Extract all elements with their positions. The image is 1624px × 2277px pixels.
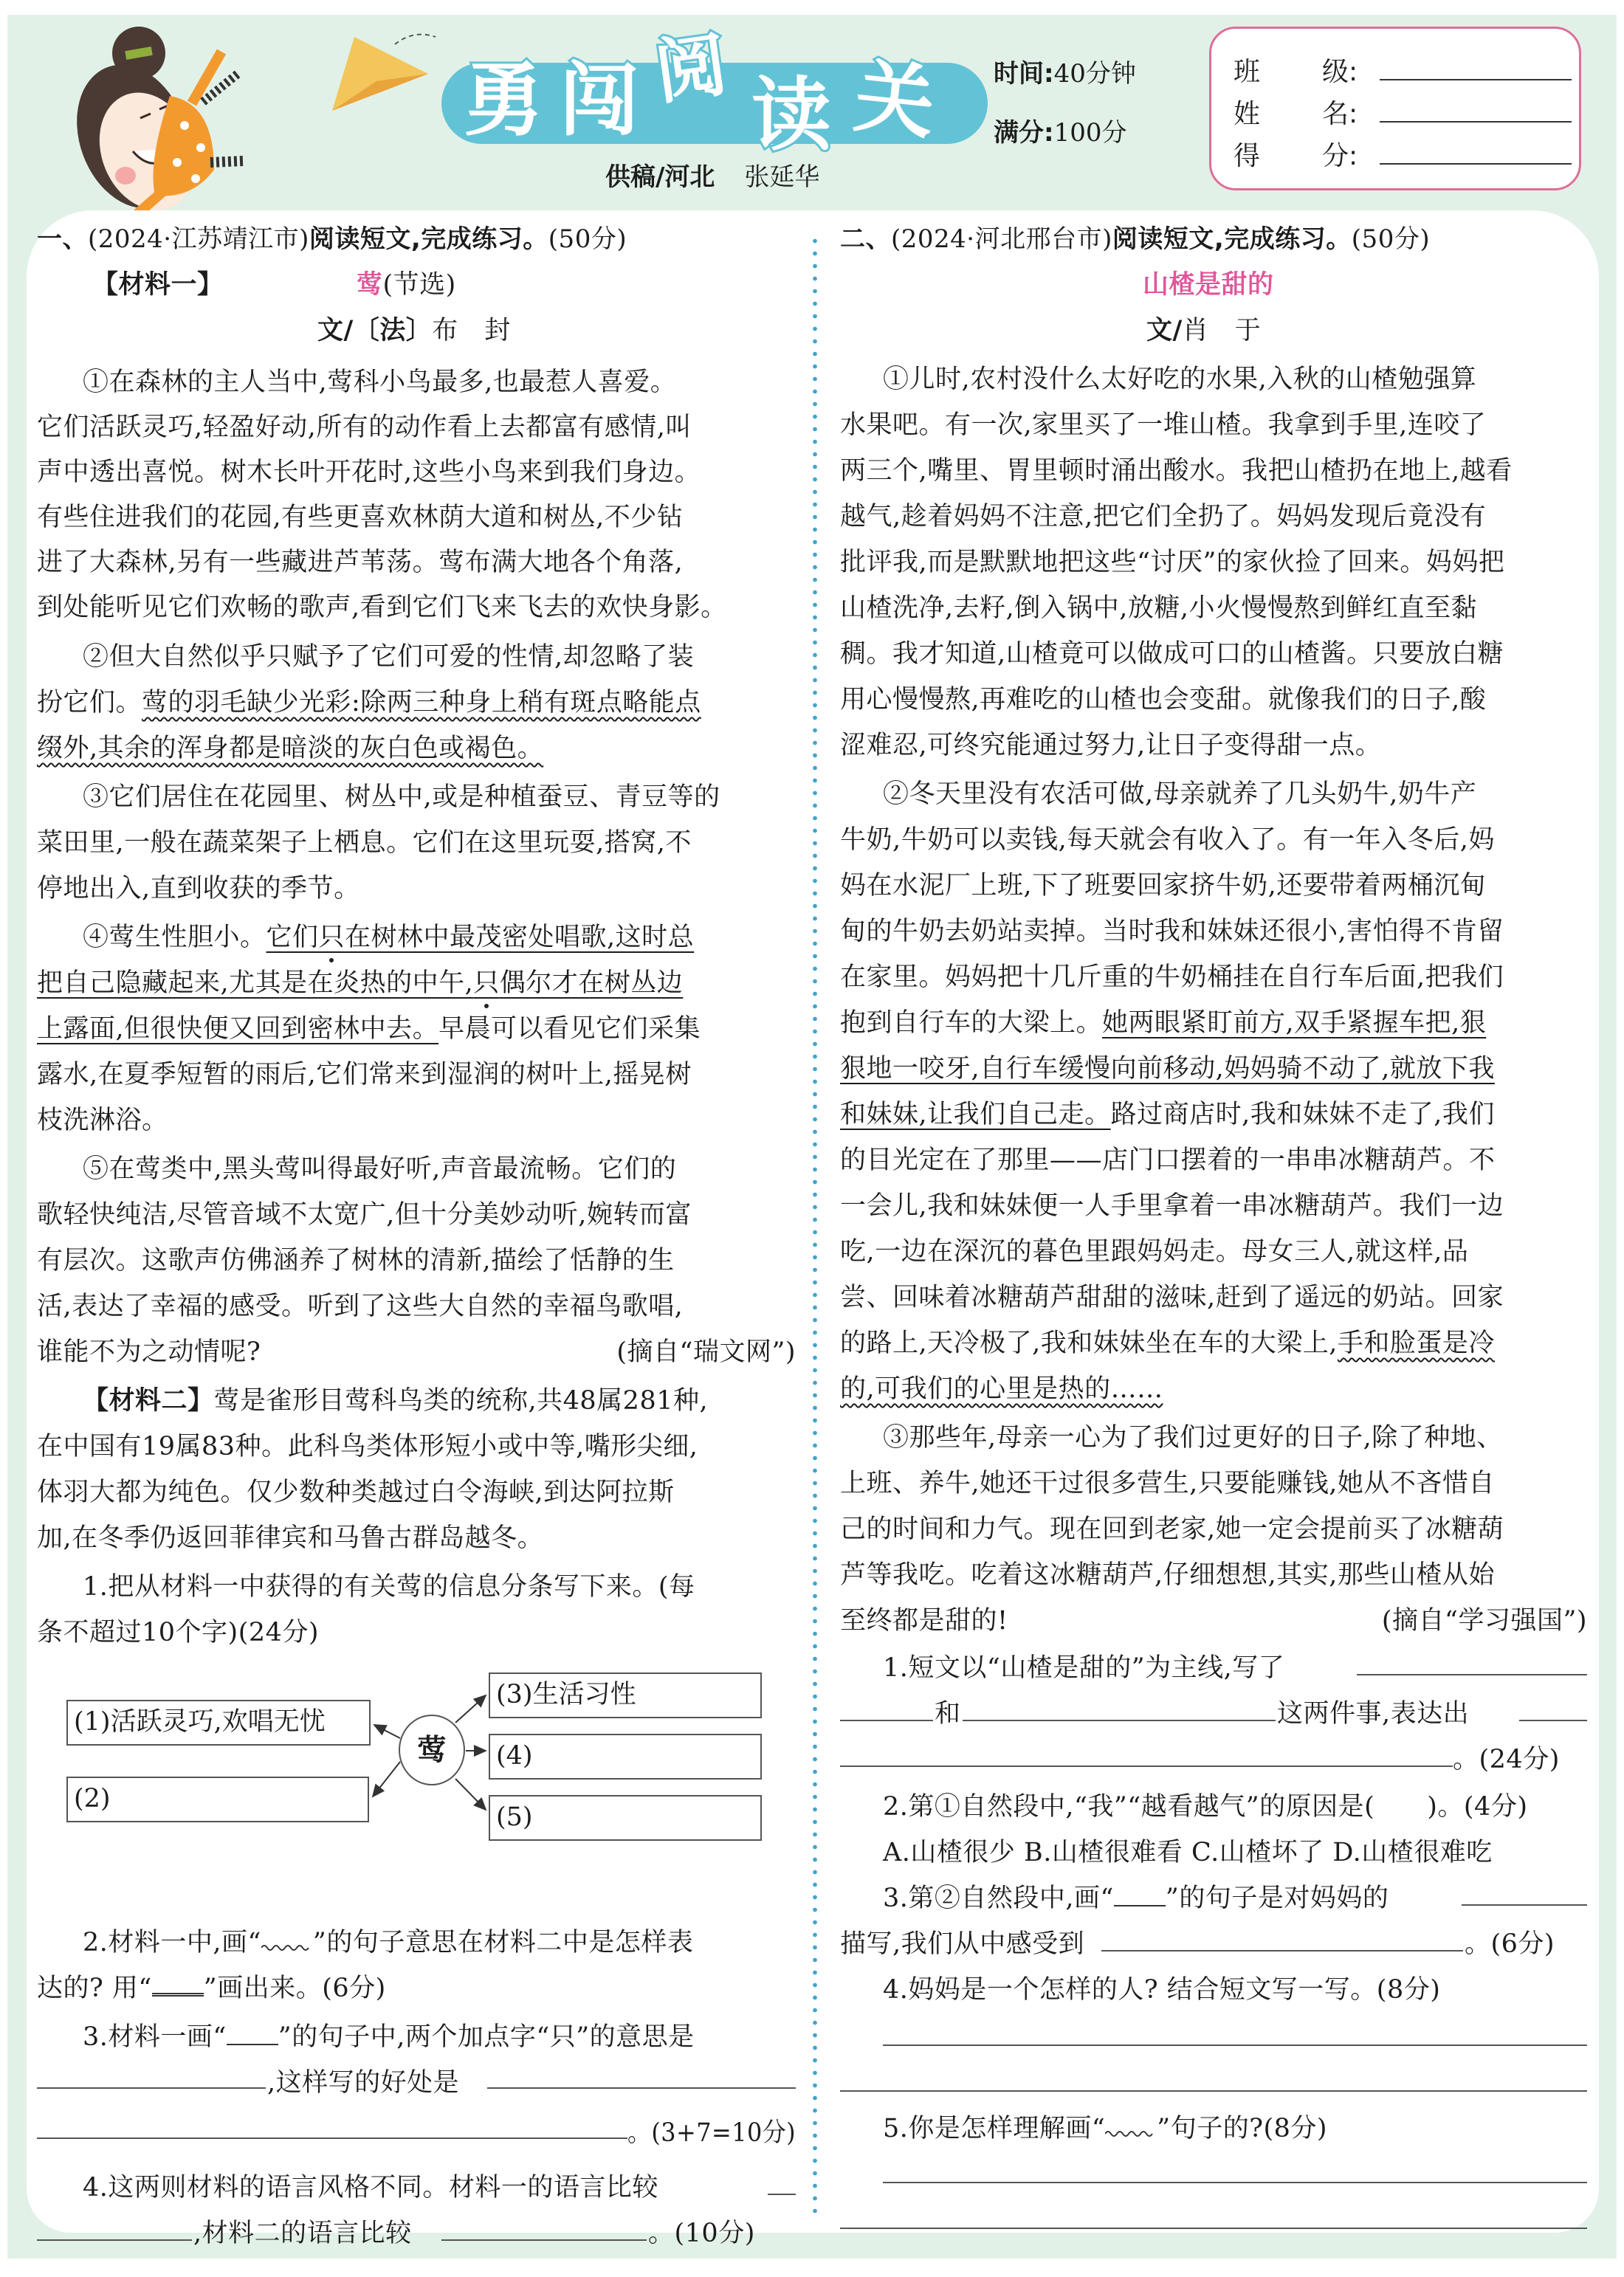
- text-line: 批评我,而是默默地把这些“讨厌”的家伙捡了回来。妈妈把: [840, 548, 1505, 577]
- question-3: [83, 2014, 695, 2061]
- text-line: 歌轻快纯洁,尽管音域不太宽广,但十分美妙动听,婉转而富: [37, 1200, 692, 1230]
- time-limit: [994, 53, 1136, 89]
- text-line: [37, 725, 543, 772]
- question-3-score: 。(6分): [1465, 1929, 1555, 1959]
- heading-prefix: 二、: [840, 224, 891, 254]
- text-line: [37, 679, 701, 726]
- text-span: 3.材料一画“: [83, 2022, 227, 2052]
- text-span: 达的? 用“: [37, 1974, 152, 2003]
- text-line: ②冬天里没有农活可做,母亲就养了几头奶牛,奶牛产: [883, 779, 1477, 809]
- answer-blank[interactable]: [37, 2138, 627, 2139]
- answer-blank[interactable]: [1462, 1904, 1587, 1906]
- answer-blank[interactable]: [768, 2194, 796, 2195]
- answer-blank[interactable]: [1357, 1674, 1587, 1675]
- wavy-underlined-sentence: 手和脸蛋是冷: [1337, 1329, 1495, 1358]
- material-one-label: 【材料一】: [92, 270, 224, 300]
- title-char: 阅: [650, 22, 732, 115]
- question-4-score: 。(10分): [648, 2219, 755, 2248]
- material-label: [92, 261, 224, 309]
- text-line: 妈在水泥厂上班,下了班要回家挤牛奶,还要带着两桶沉甸: [840, 871, 1487, 900]
- text-line: 涩难忍,可终究能通过努力,让日子变得甜一点。: [840, 731, 1382, 760]
- text-span: 路过商店时,我和妹妹不走了,我们: [1110, 1100, 1495, 1129]
- text-line: ①儿时,农村没什么太好吃的水果,入秋的山楂勉强算: [883, 365, 1477, 394]
- text-line: 越气,趁着妈妈不注意,把它们全扔了。妈妈发现后竟没有: [840, 502, 1487, 531]
- page-title-banner: [441, 22, 988, 162]
- text-line: 进了大森林,另有一些藏进芦苇荡。莺布满大地各个角落,: [37, 548, 684, 577]
- title-char: 闯: [560, 55, 640, 147]
- answer-blank[interactable]: [840, 2228, 1587, 2229]
- wavy-underlined-sentence: 莺的羽毛缺少光彩:除两三种身上稍有斑点略能点: [142, 688, 701, 717]
- article-title: [357, 261, 456, 309]
- text-line: 有层次。这歌声仿佛涵养了树林的清新,描绘了恬静的生: [37, 1246, 675, 1275]
- text-line: 谁能不为之动情呢?: [37, 1337, 261, 1367]
- dotted-char: 只: [473, 968, 500, 998]
- dotted-char: 只: [318, 923, 345, 952]
- score-value: 100分: [1053, 118, 1127, 148]
- map-box-5[interactable]: (5): [489, 1795, 762, 1841]
- text-span: 2.材料一中,画“: [83, 1928, 261, 1957]
- heading-prefix: 一、: [37, 224, 88, 254]
- arrow: [455, 1779, 486, 1810]
- text-line: 山楂洗净,去籽,倒入锅中,放糖,小火慢慢熬到鲜红直至黏: [840, 593, 1478, 623]
- title-char: 勇: [464, 55, 544, 147]
- text-line: 尝、回味着冰糖葫芦甜甜的滋味,赶到了遥远的奶站。回家: [840, 1283, 1504, 1312]
- option-d[interactable]: D.山楂很难吃: [1332, 1838, 1493, 1867]
- text-line: 在家里。妈妈把十几斤重的牛奶桶挂在自行车后面,把我们: [840, 962, 1504, 992]
- arrow: [374, 1725, 400, 1738]
- field-label: 级:: [1322, 57, 1358, 87]
- answer-blank[interactable]: [37, 2239, 192, 2241]
- text-line: [37, 1005, 701, 1053]
- article-author: [317, 307, 511, 354]
- arrow: [373, 1762, 400, 1797]
- question-2-options: [883, 1829, 1493, 1876]
- text-line: 芦等我吃。吃着这冰糖葫芦,仔细想想,其实,那些山楂从始: [840, 1560, 1495, 1590]
- question-4-cont: ,材料二的语言比较: [193, 2219, 412, 2248]
- text-line: 用心慢慢熬,再难吃的山楂也会变甜。就像我们的日子,酸: [840, 685, 1487, 714]
- column-divider: [813, 235, 817, 2220]
- option-a[interactable]: A.山楂很少: [883, 1838, 1016, 1867]
- text-span: ”句子的?(8分): [1157, 2114, 1328, 2143]
- underline-mark-icon: [1114, 1884, 1166, 1906]
- text-line: 水果吧。有一次,家里买了一堆山楂。我拿到手里,连咬了: [840, 410, 1487, 440]
- text-line: 声中透出喜悦。树木长叶开花时,这些小鸟来到我们身边。: [37, 458, 701, 487]
- answer-blank[interactable]: [963, 1720, 1276, 1721]
- article-author: [1146, 307, 1261, 354]
- text-line: 菜田里,一般在蔬菜架子上栖息。它们在这里玩耍,搭窝,不: [37, 828, 692, 858]
- credit-label: 供稿/河北: [605, 162, 715, 192]
- author-name: 肖 于: [1182, 316, 1262, 345]
- text-span: 抱到自行车的大梁上。: [840, 1008, 1103, 1038]
- text-span: 偶尔才在树丛边: [499, 968, 684, 998]
- text-span: 扮它们。: [37, 688, 142, 717]
- map-box-2[interactable]: (2): [66, 1777, 369, 1822]
- text-line: ③它们居住在花园里、树丛中,或是种植蚕豆、青豆等的: [83, 782, 720, 812]
- text-line: [37, 960, 683, 1007]
- heading-score: (50分): [1351, 224, 1431, 254]
- map-arrows: [37, 1655, 775, 1861]
- heading-source: (2024·河北邢台市): [891, 224, 1112, 254]
- article-title: 山楂是甜的: [1143, 270, 1274, 300]
- text-line: ⑤在莺类中,黑头莺叫得最好听,声音最流畅。它们的: [83, 1154, 677, 1184]
- option-c[interactable]: C.山楂坏了: [1191, 1838, 1324, 1867]
- text-line: 有些住进我们的花园,有些更喜欢林荫大道和树丛,不少钻: [37, 503, 684, 532]
- section-heading: [37, 216, 627, 263]
- class-input-line[interactable]: [1380, 79, 1572, 80]
- credit: [605, 156, 819, 193]
- text-span: 3.第②自然段中,画“: [883, 1884, 1114, 1913]
- question-2: 2.第①自然段中,“我”“越看越气”的原因是( )。(4分): [883, 1792, 1528, 1822]
- question-1-score: 。(24分): [1453, 1745, 1560, 1774]
- field-label: 分:: [1322, 141, 1358, 171]
- text-span: ④莺生性胆小。: [83, 923, 266, 952]
- answer-blank[interactable]: [37, 2087, 266, 2089]
- question-4: 4.妈妈是一个怎样的人? 结合短文写一写。(8分): [883, 1975, 1441, 2005]
- title-char: 关: [850, 50, 940, 151]
- text-line: 枝洗淋浴。: [37, 1106, 168, 1135]
- question-4: 4.这两则材料的语言风格不同。材料一的语言比较: [83, 2173, 658, 2202]
- time-label: 时间:: [994, 59, 1054, 89]
- author-name: 布 封: [432, 316, 511, 345]
- underlined-sentence: [37, 968, 683, 998]
- wavy-mark-icon: [1105, 2105, 1157, 2130]
- map-box-3[interactable]: (3)生活习性: [489, 1673, 762, 1718]
- underlined-sentence: 狠地一咬牙,自行车缓慢向前移动,妈妈骑不动了,就放下我: [840, 1054, 1495, 1084]
- article-title-text: 莺: [357, 270, 383, 300]
- text-span: 早晨可以看见它们采集: [438, 1014, 701, 1044]
- question-1: 1.把从材料一中获得的有关莺的信息分条写下来。(每: [83, 1572, 695, 1602]
- paper-plane-icon: [325, 30, 443, 118]
- text-span: 把自己隐藏起来,尤其是在炎热的中午,: [37, 968, 474, 998]
- text-line: 它们活跃灵巧,轻盈好动,所有的动作看上去都富有感情,叫: [37, 413, 692, 442]
- answer-blank[interactable]: [1519, 1720, 1587, 1721]
- text-line: 的目光定在了那里——店门口摆着的一串串冰糖葫芦。不: [840, 1146, 1496, 1175]
- author-prefix: 文/: [1146, 316, 1183, 345]
- map-box-4[interactable]: (4): [489, 1734, 762, 1780]
- wavy-mark-icon: [261, 1919, 313, 1944]
- material-two-label: 【材料二】: [83, 1386, 214, 1416]
- text-span: 在树林中最茂密处唱歌,这时总: [345, 923, 695, 952]
- question-1-and: 和: [935, 1699, 961, 1729]
- text-line: 吃,一边在深沉的暮色里跟妈妈走。母女三人,就这样,品: [840, 1237, 1469, 1267]
- text-line: 加,在冬季仍返回菲律宾和马鲁古群岛越冬。: [37, 1523, 544, 1553]
- text-line: [83, 914, 694, 961]
- text-span: 的路上,天冷极了,我和妹妹坐在车的大梁上,: [840, 1329, 1338, 1358]
- text-line: [840, 999, 1486, 1047]
- text-span: ”的句子意思在材料二中是怎样表: [312, 1928, 694, 1957]
- article-title-note: (节选): [382, 270, 456, 300]
- question-1-cont: 这两件事,表达出: [1277, 1699, 1470, 1729]
- question-1-cont: 条不超过10个字)(24分): [37, 1618, 320, 1647]
- question-2: [83, 1919, 693, 1966]
- question-3-cont: 描写,我们从中感受到: [840, 1929, 1085, 1959]
- girl-illustration: [44, 15, 340, 218]
- heading-source: (2024·江苏靖江市): [88, 224, 309, 254]
- cheek: [115, 167, 136, 185]
- field-label: 得: [1234, 141, 1261, 171]
- underlined-sentence: 上露面,但很快便又回到密林中去。: [37, 1014, 439, 1044]
- student-info-box: [1209, 27, 1581, 190]
- text-span: 5.你是怎样理解画“: [883, 2114, 1106, 2143]
- text-line: [840, 1365, 1163, 1413]
- title-char: 读: [751, 69, 832, 162]
- field-label: 名:: [1322, 99, 1358, 129]
- name-input-line[interactable]: [1380, 121, 1572, 123]
- text-line: 体羽大都为纯色。仅少数种类越过白令海峡,到达阿拉斯: [37, 1478, 675, 1507]
- text-line: 露水,在夏季短暂的雨后,它们常来到湿润的树叶上,摇晃树: [37, 1060, 692, 1089]
- text-line: [840, 1091, 1495, 1138]
- source-note: (摘自“瑞文网”): [616, 1337, 796, 1367]
- underline-mark-icon: [227, 2023, 278, 2045]
- text-line: 一会儿,我和妹妹便一人手里拿着一串冰糖葫芦。我们一边: [840, 1191, 1504, 1221]
- section-heading: [840, 216, 1430, 263]
- text-line: 至终都是甜的!: [840, 1606, 1008, 1636]
- heading-task: 阅读短文,完成练习。: [1112, 224, 1352, 254]
- text-line: [840, 1045, 1495, 1092]
- heading-task: 阅读短文,完成练习。: [309, 224, 548, 254]
- underlined-sentence: 她两眼紧盯前方,双手紧握车把,狠: [1102, 1008, 1487, 1038]
- question-1: 1.短文以“山楂是甜的”为主线,写了: [883, 1653, 1285, 1683]
- credit-name: 张延华: [744, 162, 820, 192]
- text-span: 它们: [266, 923, 319, 952]
- text-span: ”画出来。(6分): [203, 1974, 386, 2003]
- wavy-underlined-sentence: 的,可我们的心里是热的……: [840, 1374, 1163, 1404]
- text-line: [83, 1377, 708, 1425]
- text-line: [840, 1320, 1495, 1367]
- text-span: ”的句子中,两个加点字“只”的意思是: [278, 2022, 695, 2052]
- text-line: ②但大自然似乎只赋予了它们可爱的性情,却忽略了装: [83, 642, 695, 672]
- text-span: 莺是雀形目莺科鸟类的统称,共48属281种,: [213, 1386, 709, 1416]
- field-label: 班: [1234, 57, 1261, 87]
- heading-score: (50分): [548, 224, 627, 254]
- text-line: 两三个,嘴里、胃里顿时涌出酸水。我把山楂扔在地上,越看: [840, 456, 1513, 486]
- wavy-underlined-sentence: 缀外,其余的浑身都是暗淡的灰白色或褐色。: [37, 734, 544, 763]
- full-score: [994, 112, 1127, 148]
- answer-blank[interactable]: [840, 1720, 933, 1721]
- text-line: ①在森林的主人当中,莺科小鸟最多,也最惹人喜爱。: [83, 368, 677, 397]
- question-3-cont: ,这样写的好处是: [267, 2068, 460, 2098]
- answer-blank[interactable]: [1101, 1950, 1463, 1952]
- score-input-line[interactable]: [1380, 163, 1572, 165]
- answer-blank[interactable]: [441, 2239, 647, 2241]
- text-line: 活,表达了幸福的感受。听到了这些大自然的幸福鸟歌唱,: [37, 1292, 684, 1321]
- answer-blank[interactable]: [883, 2045, 1587, 2046]
- text-line: 在中国有19属83种。此科鸟类体形短小或中等,嘴形尖细,: [37, 1432, 698, 1461]
- option-b[interactable]: B.山楂很难看: [1024, 1838, 1183, 1867]
- text-line: 己的时间和力气。现在回到老家,她一定会提前买了冰糖葫: [840, 1515, 1504, 1544]
- text-line: 甸的牛奶去奶站卖掉。当时我和妹妹还很小,害怕得不肯留: [840, 917, 1504, 946]
- question-3-score: 。(3+7=10分): [627, 2118, 796, 2148]
- underlined-sentence: [266, 923, 695, 952]
- underlined-sentence: 和妹妹,让我们自己走。: [840, 1100, 1111, 1129]
- text-line: 稠。我才知道,山楂竟可以做成可口的山楂酱。只要放白糖: [840, 639, 1504, 669]
- text-span: ”的句子是对妈妈的: [1165, 1884, 1389, 1913]
- answer-blank[interactable]: [840, 1766, 1453, 1767]
- score-label: 满分:: [994, 118, 1054, 148]
- question-5: [883, 2105, 1327, 2152]
- text-line: 上班、养牛,她还干过很多营生,只要能赚钱,她从不吝惜自: [840, 1469, 1495, 1498]
- question-2-cont: [37, 1965, 386, 2012]
- answer-blank[interactable]: [883, 2182, 1587, 2183]
- time-value: 40分钟: [1053, 59, 1136, 89]
- text-line: ③那些年,母亲一心为了我们过更好的日子,除了种地、: [883, 1423, 1503, 1453]
- map-center: 莺: [399, 1715, 465, 1785]
- answer-blank[interactable]: [487, 2087, 796, 2089]
- author-prefix: 文/〔法〕: [317, 316, 433, 345]
- answer-blank[interactable]: [840, 2090, 1587, 2092]
- text-line: 到处能听见它们欢畅的歌声,看到它们飞来飞去的欢快身影。: [37, 593, 727, 622]
- arrow: [455, 1695, 486, 1723]
- text-line: 牛奶,牛奶可以卖钱,每天就会有收入了。有一年入冬后,妈: [840, 825, 1495, 855]
- leg-striped: [210, 161, 244, 162]
- text-line: 停地出入,直到收获的季节。: [37, 874, 360, 903]
- map-box-1[interactable]: (1)活跃灵巧,欢唱无忧: [66, 1700, 371, 1746]
- field-label: 姓: [1234, 99, 1261, 129]
- source-note: (摘自“学习强国”): [1381, 1606, 1587, 1636]
- question-3: [883, 1875, 1389, 1922]
- double-line-mark-icon: [152, 1972, 204, 1997]
